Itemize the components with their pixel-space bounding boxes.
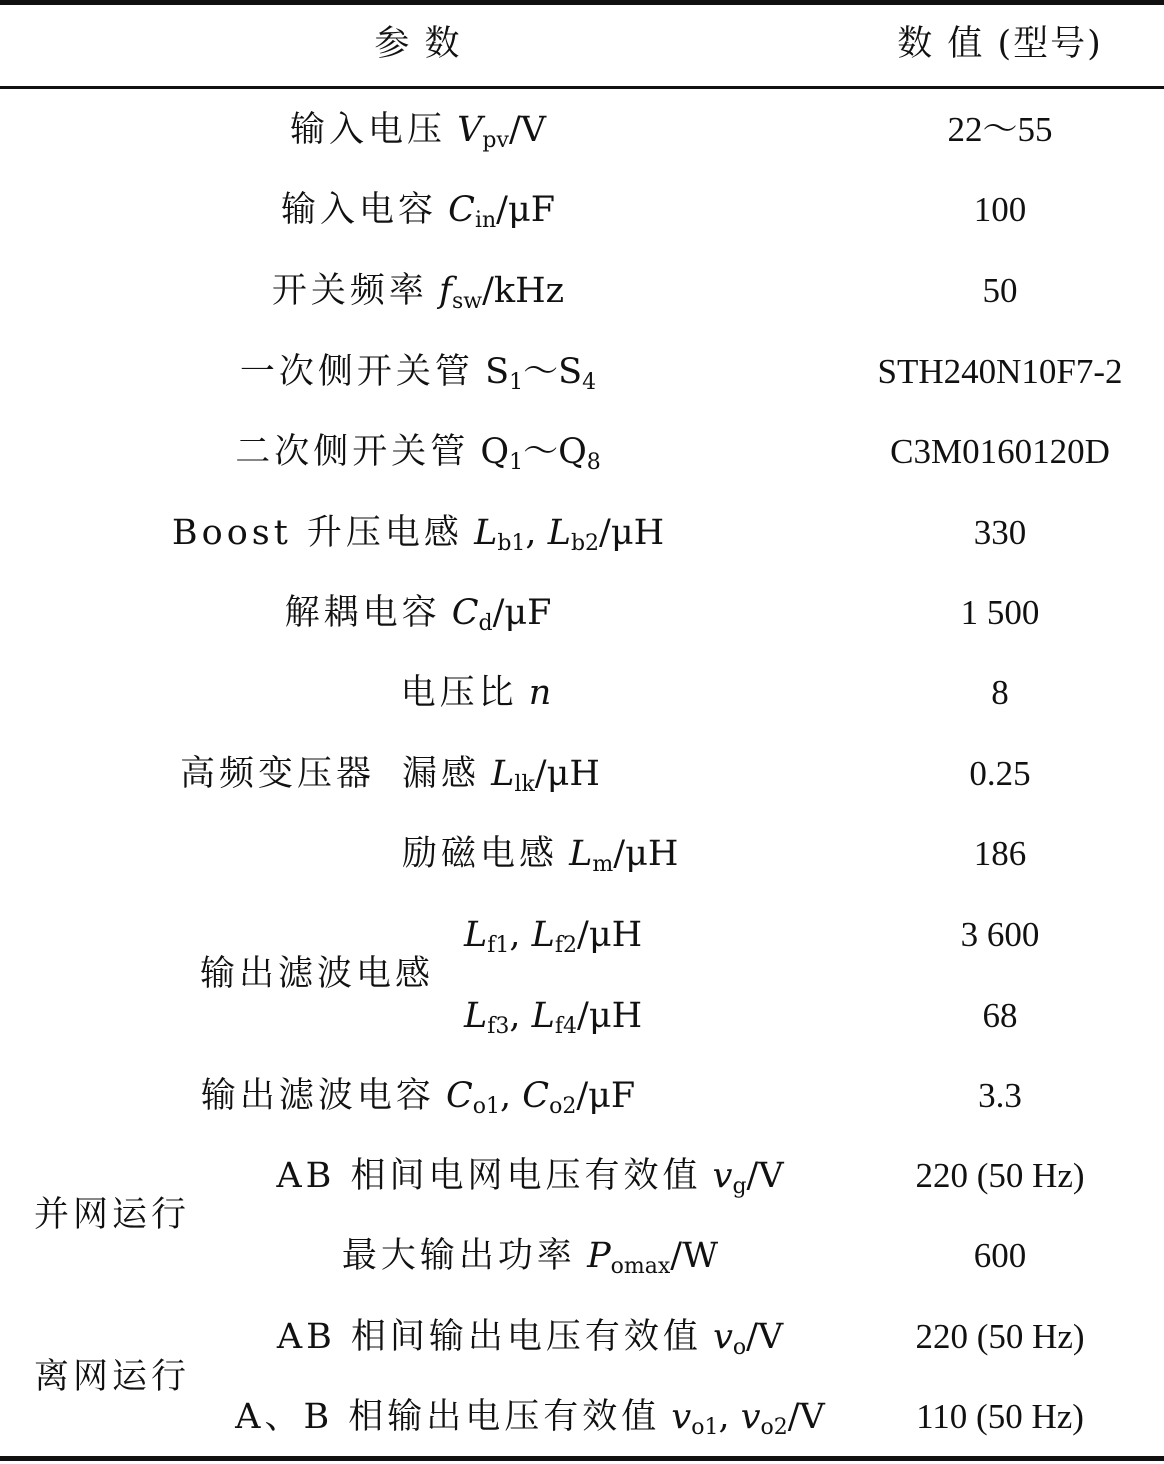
- table-row-value: 50: [982, 271, 1018, 310]
- header-value: 数 值 (型号): [897, 24, 1103, 64]
- table-row-label: 开关频率 $f_{sw}$/kHz: [271, 271, 565, 314]
- table-row-value: 0.25: [969, 754, 1031, 793]
- table-row-label: 输出滤波电容 $C_{o1}$, $C_{o2}/\mu F$: [200, 1076, 636, 1119]
- table-row-label: A、B 相输出电压有效值 $v_{o1}$, $v_{o2}/V$: [235, 1397, 825, 1440]
- table-row-value: 186: [973, 834, 1027, 873]
- header-param: 参 数: [374, 24, 462, 64]
- group-label-transformer: 高频变压器: [180, 754, 376, 794]
- table-row-label: 输入电压 $V_{pv}/V$: [289, 110, 547, 153]
- table-top-rule: [0, 0, 1164, 5]
- table-row-value: 3 600: [960, 915, 1040, 954]
- table-bottom-rule: [0, 1456, 1164, 1461]
- table-row-label: $L_{f3}$, $L_{f4}/\mu H$: [464, 996, 643, 1039]
- table-row-label: 二次侧开关管 $Q_1\sim Q_8$: [235, 432, 601, 475]
- table-header-rule: [0, 86, 1164, 89]
- table-row-label: 漏感 $L_{lk}/\mu H$: [402, 754, 600, 797]
- table-row-value: STH240N10F7-2: [877, 352, 1123, 391]
- table-row-value: 1 500: [960, 593, 1040, 632]
- table-row-value: 100: [973, 190, 1027, 229]
- table-row-value: 3.3: [978, 1076, 1022, 1115]
- group-label-grid-connected: 并网运行: [34, 1195, 191, 1235]
- table-row-value: C3M0160120D: [890, 432, 1110, 471]
- table-row-value: 220 (50 Hz): [915, 1317, 1085, 1356]
- table-row-label: Boost 升压电感 $L_{b1}$, $L_{b2}/\mu H$: [171, 513, 665, 556]
- table-row-label: 一次侧开关管 $S_1\sim S_4$: [239, 352, 597, 395]
- table-row-value: 600: [973, 1236, 1027, 1275]
- table-row-value: 22～55: [947, 110, 1053, 149]
- table-row-value: 110 (50 Hz): [916, 1397, 1084, 1436]
- table-row-label: $L_{f1}$, $L_{f2}/\mu H$: [464, 915, 643, 958]
- table-row-label: 输入电容 $C_{in}/\mu F$: [281, 190, 555, 233]
- table-row-value: 8: [991, 673, 1009, 712]
- table-row-label: AB 相间电网电压有效值 $v_g/V$: [276, 1156, 784, 1199]
- table-row-label: 励磁电感 $L_m/\mu H$: [402, 834, 679, 877]
- group-label-off-grid: 离网运行: [34, 1357, 191, 1397]
- table-row-value: 220 (50 Hz): [915, 1156, 1085, 1195]
- table-row-label: 电压比 n: [400, 673, 552, 713]
- table-row-label: AB 相间输出电压有效值 $v_o/V$: [276, 1317, 784, 1360]
- group-label-output-filter-inductor: 输出滤波电感: [200, 954, 435, 994]
- table-row-value: 68: [982, 996, 1018, 1035]
- table-row-label: 解耦电容 $C_d/\mu F$: [284, 593, 552, 636]
- table-row-value: 330: [973, 513, 1027, 552]
- table-row-label: 最大输出功率 $P_{omax}/W$: [341, 1236, 719, 1279]
